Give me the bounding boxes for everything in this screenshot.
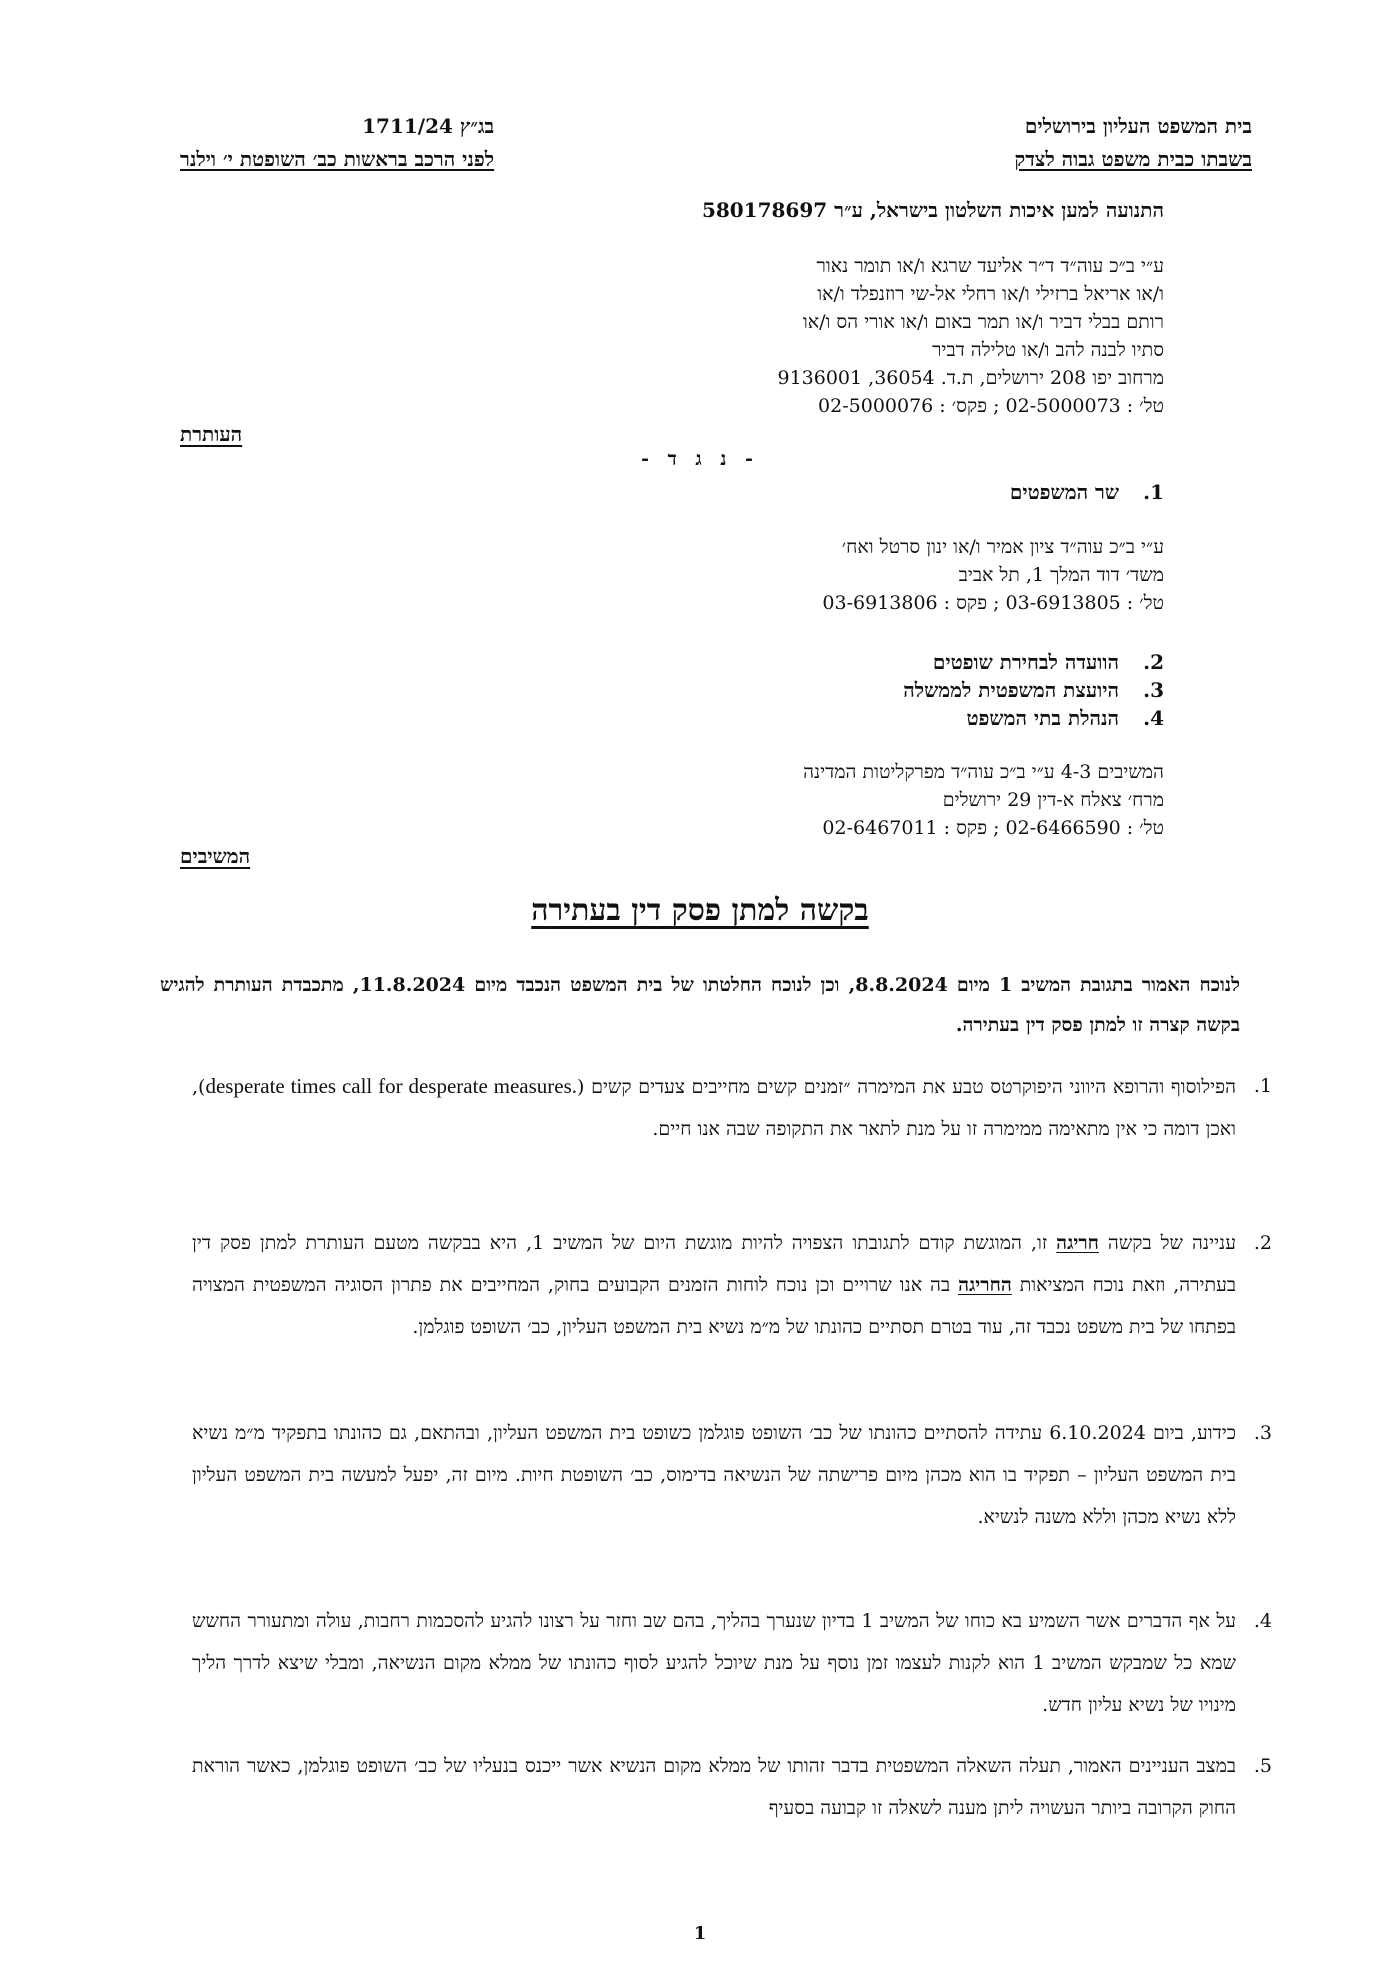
respondent-1-phone: טל׳ : 03-6913805 ; פקס : 03-6913806 <box>822 592 1164 614</box>
respondents-counsel <box>803 758 1164 842</box>
emphasized-word: חריגה <box>1056 1232 1099 1254</box>
other-respondents <box>903 648 1164 732</box>
respondent-number: 1. <box>1143 480 1164 504</box>
respondent-1 <box>1010 478 1164 506</box>
petitioner-address: מרחוב יפו 208 ירושלים, ת.ד. 36054, 9136001 <box>777 367 1164 389</box>
petitioner-phone: טל׳ : 02-5000073 ; פקס׳ : 02-5000076 <box>818 395 1164 417</box>
paragraph-text-part: הפילוסוף והרופא היווני היפוקרטס טבע את המימרה ״זמנים קשים מחייבים צעדים קשים ( <box>577 1076 1236 1098</box>
case-header <box>180 110 494 176</box>
case-number: בג״ץ 1711/24 <box>362 114 495 138</box>
court-name: בית המשפט העליון בירושלים <box>1024 114 1252 138</box>
respondent-number: 4. <box>1143 706 1164 730</box>
respondents-label: המשיבים <box>180 844 251 868</box>
respondent-number: 3. <box>1143 678 1164 702</box>
versus-separator: - נ ג ד - <box>641 448 759 470</box>
paragraph-text-part: זו, המוגשת קודם לתגובתו הצפויה להיות מוגשת היום של המשיב 1, היא בבקשה מטעם העותרת למתן פסק דין בעתירה, וזאת נוכח המציאות <box>192 1232 1236 1296</box>
paragraph-number: 3. <box>1253 1422 1272 1444</box>
paragraph-text-part: בה אנו שרויים וכן נוכח לוחות הזמנים הקבועים בחוק, המחייבים את פתרון הסוגיה המשפטית המצויה בפתחו של בית משפט נכבד זה, עוד בטרם תסתיים כהונתו של מ״מ נשיא בית המשפט העליון, כב׳ השופט פוגלמן. <box>192 1274 1236 1338</box>
paragraph-number: 5. <box>1253 1755 1272 1777</box>
page-number: 1 <box>693 1923 707 1944</box>
court-capacity: בשבתו כבית משפט גבוה לצדק <box>1014 147 1252 171</box>
respondent-name: שר המשפטים <box>1009 480 1120 504</box>
counsel-line: ע״י ב״כ עוה״ד ד״ר אליעד שרגא ו/או תומר נאור <box>816 255 1164 277</box>
respondent-name: הוועדה לבחירת שופטים <box>932 650 1120 674</box>
intro-paragraph: לנוכח האמור בתגובת המשיב 1 מיום 8.8.2024, וכן לנוכח החלטתו של בית המשפט הנכבד מיום 11.8.2024, מתכבדת העותרת להגיש בקשה קצרה זו למתן פסק דין בעתירה. <box>160 974 1240 1036</box>
respondents-phone: טל׳ : 02-6466590 ; פקס : 02-6467011 <box>822 817 1164 839</box>
paragraph-number: 1. <box>1253 1075 1272 1097</box>
petitioner-label: העותרת <box>180 422 243 446</box>
paragraph-text: במצב העניינים האמור, תעלה השאלה המשפטית בדבר זהותו של ממלא מקום הנשיא אשר ייכנס בנעליו של כב׳ השופט פוגלמן, כאשר הוראת החוק הקרובה ביותר העשויה ליתן מענה לשאלה זו קבועה בסעיף <box>192 1755 1236 1819</box>
respondent-item <box>903 648 1164 676</box>
paragraph-1 <box>192 1065 1272 1150</box>
english-quote: desperate times call for desperate measures. <box>205 1074 578 1098</box>
respondent-number: 2. <box>1143 650 1164 674</box>
respondent-item <box>903 676 1164 704</box>
paragraph-5 <box>192 1745 1272 1829</box>
petitioner-name: התנועה למען איכות השלטון בישראל, ע״ר 580178697 <box>701 198 1164 222</box>
emphasized-word: החריגה <box>958 1274 1012 1296</box>
paragraph-2 <box>192 1222 1272 1348</box>
paragraph-3 <box>192 1412 1272 1538</box>
respondent-1-counsel <box>822 533 1164 617</box>
respondents-address: מרח׳ צאלח א-דין 29 ירושלים <box>942 789 1164 811</box>
paragraph-text-part: עניינה של בקשה <box>1098 1232 1236 1254</box>
counsel-line: ו/או אריאל ברזילי ו/או רחלי אל-שי רוזנפלד ו/או <box>817 283 1164 305</box>
respondent-item <box>903 704 1164 732</box>
paragraph-text <box>192 1065 1252 1150</box>
petitioner-counsel <box>777 252 1164 420</box>
paragraph-text <box>192 1222 1252 1348</box>
respondent-name: הנהלת בתי המשפט <box>966 706 1120 730</box>
panel-line: לפני הרכב בראשות כב׳ השופטת י׳ וילנר <box>180 147 495 171</box>
document-title: בקשה למתן פסק דין בעתירה <box>531 893 869 928</box>
court-header <box>1015 110 1252 176</box>
paragraph-text: כידוע, ביום 6.10.2024 עתידה להסתיים כהונתו של כב׳ השופט פוגלמן כשופט בית המשפט העליון, ובהתאם, גם כהונתו בתפקיד מ״מ נשיא בית המשפט העליון – תפקיד בו הוא מכהן מיום פרישתה של הנשיאה בדימוס, כב׳ השופטת חיות. מיום זה, יפעל למעשה בית המשפט העליון ללא נשיא מכהן וללא משנה לנשיא. <box>192 1422 1236 1528</box>
respondent-1-address: משד׳ דוד המלך 1, תל אביב <box>958 564 1164 586</box>
respondent-name: היועצת המשפטית לממשלה <box>903 678 1120 702</box>
paragraph-number: 2. <box>1253 1232 1272 1254</box>
paragraph-4 <box>192 1600 1272 1726</box>
counsel-line: רותם בבלי דביר ו/או תמר באום ו/או אורי הס ו/או <box>802 311 1164 333</box>
respondents-counsel-line: המשיבים 4-3 ע״י ב״כ עוה״ד מפרקליטות המדינה <box>803 761 1164 783</box>
paragraph-text-part: ), ואכן דומה כי אין מתאימה ממימרה זו על מנת לתאר את התקופה שבה אנו חיים. <box>192 1076 1236 1140</box>
respondent-1-counsel-line: ע״י ב״כ עוה״ד ציון אמיר ו/או ינון סרטל ואח׳ <box>841 536 1164 558</box>
paragraph-text: על אף הדברים אשר השמיע בא כוחו של המשיב 1 בדיון שנערך בהליך, בהם שב וחזר על רצונו להגיע להסכמות רחבות, עולה ומתעורר החשש שמא כל שמבקש המשיב 1 הוא לקנות לעצמו זמן נוסף על מנת שיוכל להגיע לסוף כהונתו של ממלא מקום הנשיאה, ומבלי שיצא לדרך הליך מינויו של נשיא עליון חדש. <box>192 1610 1237 1716</box>
paragraph-number: 4. <box>1253 1610 1272 1632</box>
counsel-line: סתיו לבנה להב ו/או טלילה דביר <box>932 339 1164 361</box>
